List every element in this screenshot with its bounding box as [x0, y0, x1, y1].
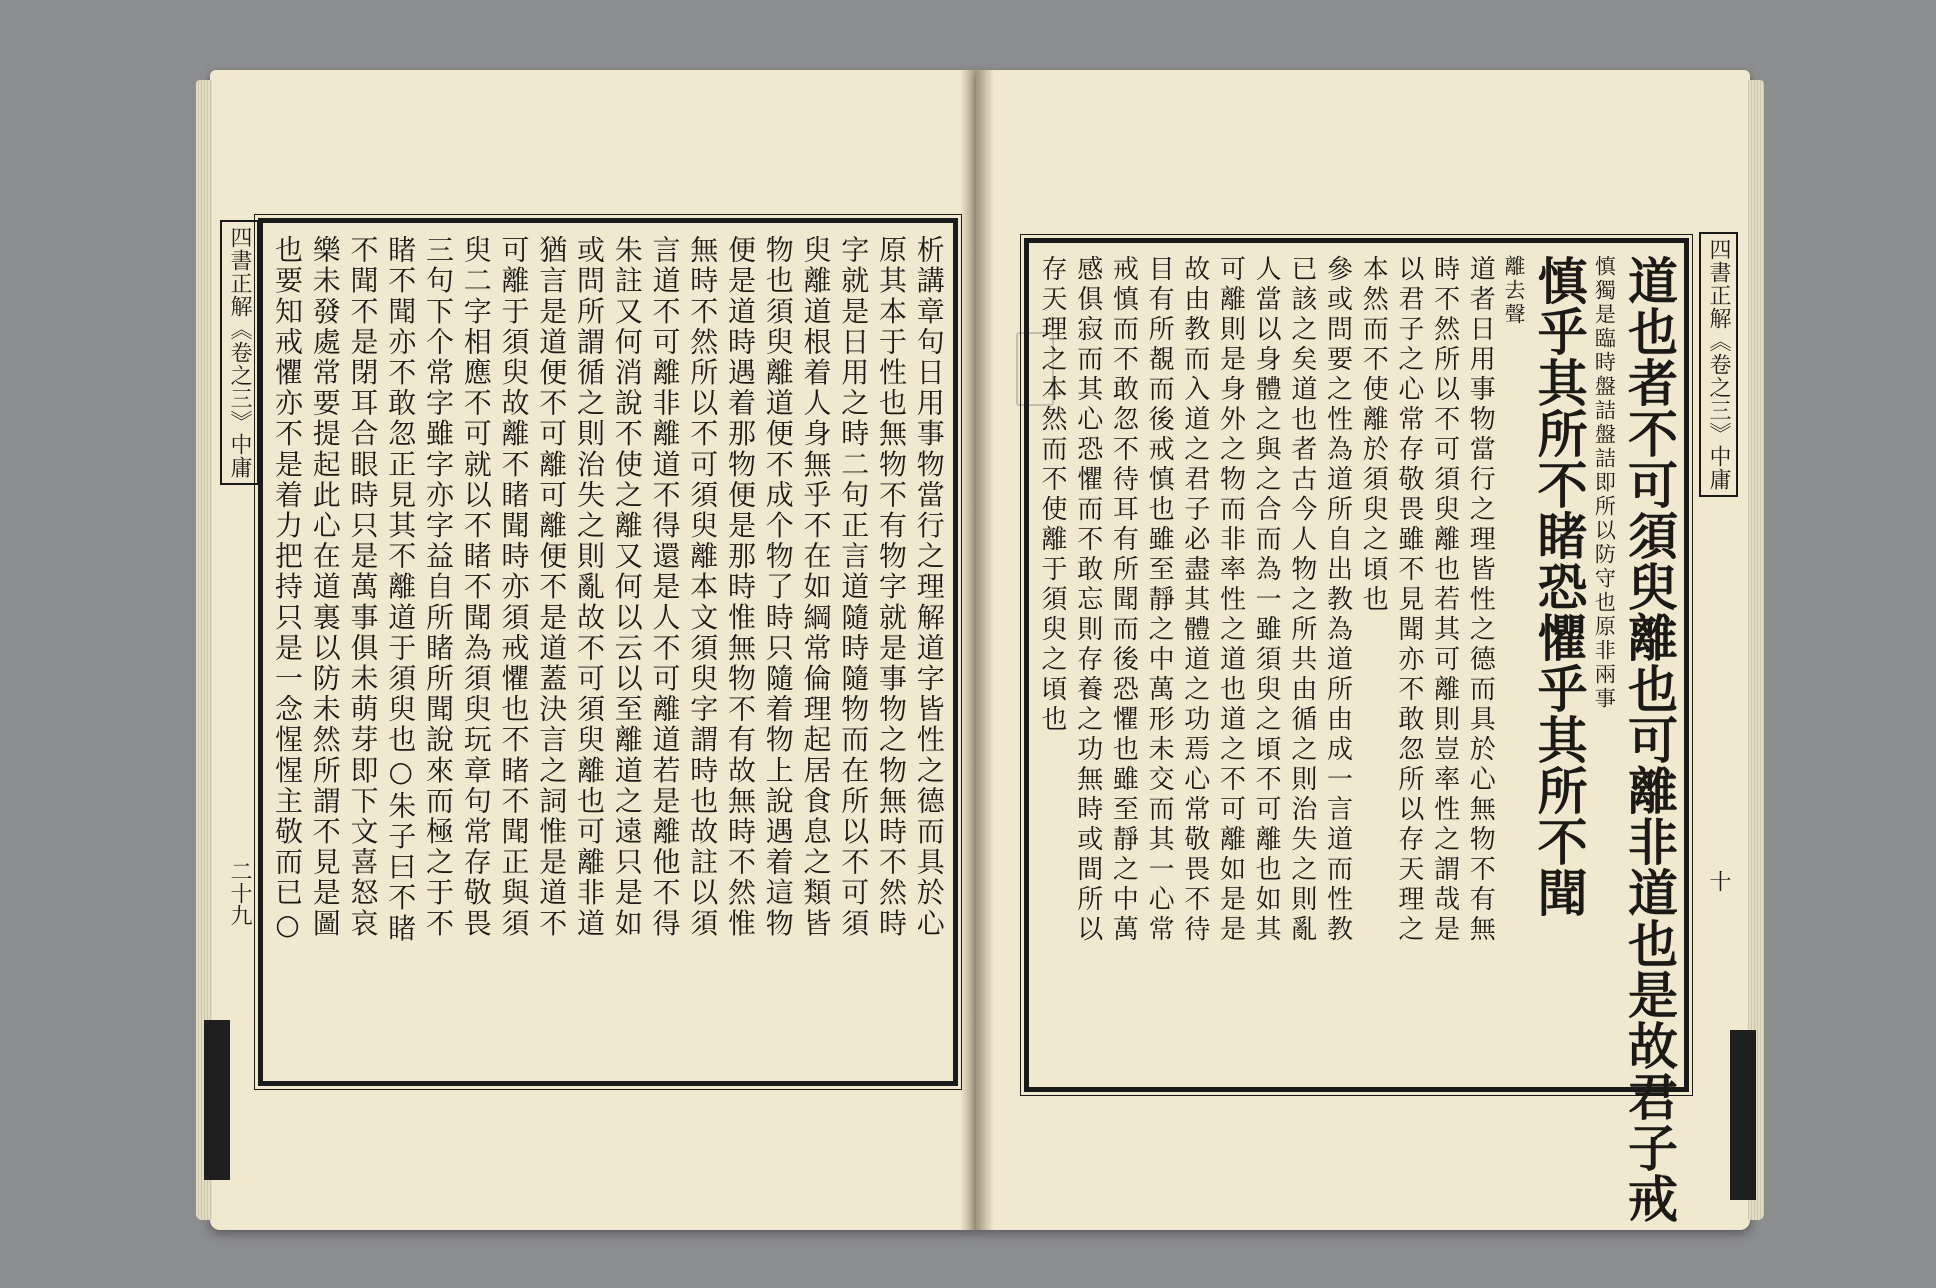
commentary-column: 存天理之本然而不使離于須臾之頃也	[1037, 255, 1067, 735]
text-column: 字就是日用之時二句正言道隨時隨物而在所以不可須	[837, 235, 871, 939]
left-binding-band	[204, 1020, 230, 1180]
commentary-column: 參或問要之性為道所自出教為道所由成一言道而性教	[1322, 255, 1353, 945]
text-column: 猶言是道便不可離可離便不是道蓋決言之詞惟是道不	[535, 235, 569, 939]
left-text-columns	[263, 223, 953, 1081]
commentary-column: 目有所覩而後戒慎也雖至靜之中萬形未交而其一心常	[1144, 255, 1175, 945]
open-book	[210, 70, 1750, 1230]
right-binding-band	[1730, 1030, 1756, 1200]
right-page	[976, 70, 1750, 1230]
text-column: 析講章句日用事物當行之理解道字皆性之德而具於心	[912, 235, 946, 939]
commentary-column: 離去聲	[1501, 255, 1526, 327]
right-folio: 十	[1706, 870, 1731, 892]
text-column: 不聞不是閉耳合眼時只是萬事俱未萌芽即下文喜怒哀	[346, 235, 380, 939]
commentary-column: 感俱寂而其心恐懼而不敢忘則存養之功無時或間所以	[1072, 255, 1103, 945]
commentary-column: 慎獨是臨時盤詰盤詰即所以防守也原非兩事	[1592, 255, 1617, 711]
book-gutter	[960, 70, 994, 1230]
text-column: 便是道時遇着那物便是那時惟無物不有故無時不然惟	[724, 235, 757, 939]
right-text-columns	[1029, 243, 1684, 1224]
text-column: 言道不可離非離道不得還是人不可離道若是離他不得	[648, 235, 682, 939]
left-text-frame	[258, 218, 958, 1086]
left-folio: 二十九	[227, 860, 252, 926]
commentary-column: 本然而不使離於須臾之頃也	[1358, 255, 1389, 615]
commentary-column: 人當以身體之與之合而為一雖須臾之頃不可離也如其	[1251, 255, 1282, 945]
commentary-column: 可離則是身外之物而非率性之道也道之不可離如是是	[1215, 255, 1246, 945]
text-column: 原其本于性也無物不有物字就是事物之物無時不然時	[875, 235, 908, 939]
text-column: 無時不然所以不可須臾離本文須臾字謂時也故註以須	[686, 235, 720, 939]
text-column: 睹不聞亦不敢忽正見其不離道于須臾也○朱子曰不睹	[384, 235, 418, 944]
left-margin-title: 四書正解《卷之三》中庸	[220, 220, 259, 485]
text-column: 臾離道根着人身無乎不在如綱常倫理起居食息之類皆	[799, 235, 833, 939]
text-column: 臾二字相應不可就以不睹不聞為須臾玩章句常存敬畏	[459, 235, 493, 939]
right-text-frame	[1024, 238, 1689, 1224]
text-column: 或問所謂循之則治失之則亂故不可須臾離也可離非道	[573, 235, 606, 939]
commentary-column: 戒慎而不敢忽不待耳有所聞而後恐懼也雖至靜之中萬	[1108, 255, 1139, 945]
text-column: 三句下个常字雖字亦字益自所睹所聞說來而極之于不	[422, 235, 455, 939]
commentary-column: 已該之矣道也者古今人物之所共由循之則治失之則亂	[1286, 255, 1317, 945]
text-column: 樂未發處常要提起此心在道裏以防未然所謂不見是圖	[308, 235, 342, 939]
main-text-column: 道也者不可須臾離也可離非道也是故君子戒	[1620, 255, 1679, 1224]
commentary-column: 故由教而入道之君子必盡其體道之功焉心常敬畏不待	[1179, 255, 1210, 945]
right-margin-title: 四書正解《卷之三》中庸	[1699, 232, 1738, 497]
text-column: 物也須臾離道便不成个物了時只隨着物上說遇着這物	[761, 235, 795, 939]
text-column: 也要知戒懼亦不是着力把持只是一念惺惺主敬而已○	[271, 235, 304, 944]
commentary-column: 道者日用事物當行之理皆性之德而具於心無物不有無	[1465, 255, 1496, 945]
commentary-column: 以君子之心常存敬畏雖不見聞亦不敢忽所以存天理之	[1393, 255, 1424, 945]
text-column: 可離于須臾故離不睹聞時亦須戒懼也不睹不聞正與須	[497, 235, 531, 939]
main-text-column: 慎乎其所不睹恐懼乎其所不聞	[1529, 255, 1589, 918]
commentary-column: 時不然所以不可須臾離也若其可離則豈率性之謂哉是	[1429, 255, 1460, 945]
left-page	[210, 70, 976, 1230]
text-column: 朱註又何消說不使之離又何以云以至離道之遠只是如	[610, 235, 644, 939]
